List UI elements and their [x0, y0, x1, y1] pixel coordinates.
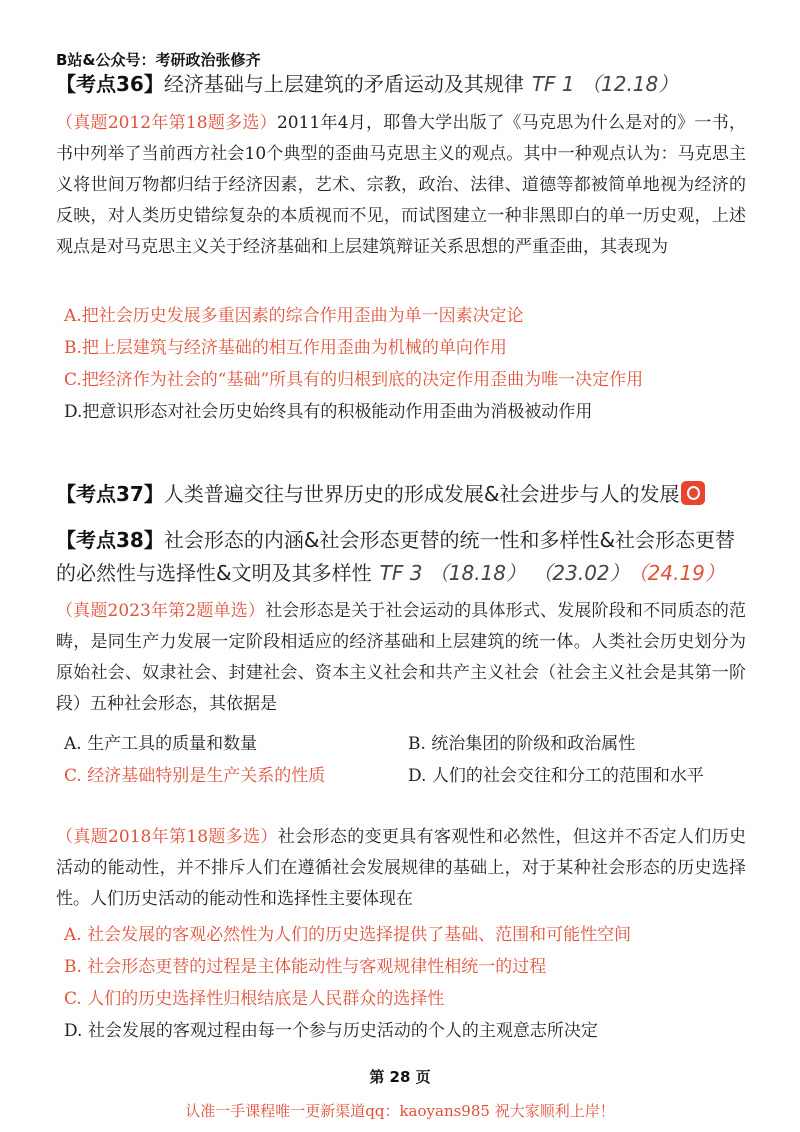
- question-source: （真题2012年第18题多选）: [56, 113, 277, 133]
- option-c: C.把经济作为社会的“基础”所具有的归根到底的决定作用歪曲为唯一决定作用: [64, 370, 644, 390]
- option-c: C. 经济基础特别是生产关系的性质: [64, 766, 326, 786]
- section-36-heading: [56, 70, 746, 98]
- option-a: A. 生产工具的质量和数量: [64, 734, 258, 754]
- section-37-heading: [56, 480, 746, 508]
- option-a: A.把社会历史发展多重因素的综合作用歪曲为单一因素决定论: [64, 306, 524, 326]
- footer-note: 认准一手课程唯一更新渠道qq：kaoyans985 祝大家顺利上岸！: [185, 1102, 615, 1120]
- option-c: C. 人们的历史选择性归根结底是人民群众的选择性: [64, 989, 445, 1009]
- question-2012-stem: [56, 108, 746, 263]
- question-source: （真题2018年第18题多选）: [56, 827, 278, 847]
- section-meta: TF 3 （18.18） （23.02）: [379, 561, 630, 585]
- section-meta: TF 1 （12.18）: [531, 72, 679, 96]
- section-tag: 【考点38】: [56, 528, 164, 552]
- question-text: 社会形态的变更具有客观性和必然性，但这并不否定人们历史活动的能动性，并不排斥人们在遵循社会发展规律的基础上，对于某种社会形态的历史选择性。人们历史活动的能动性和选择性主要体现在: [56, 827, 746, 909]
- section-title: 人类普遍交往与世界历史的形成发展&社会进步与人的发展: [163, 482, 680, 506]
- option-d: D. 社会发展的客观过程由每一个参与历史活动的个人的主观意志所决定: [64, 1021, 598, 1041]
- section-meta-highlight: （24.19）: [637, 561, 725, 585]
- channel-watermark: B站&公众号：考研政治张修齐: [56, 51, 261, 69]
- option-d: D. 人们的社会交往和分工的范围和水平: [408, 766, 704, 786]
- section-title: 社会形态的内涵&社会形态更替的统一性和多样性&社会形态更替的必然性与选择性&文明及其多样性: [56, 528, 736, 585]
- section-title: 经济基础与上层建筑的矛盾运动及其规律: [163, 72, 524, 96]
- option-d: D.把意识形态对社会历史始终具有的积极能动作用歪曲为消极被动作用: [64, 402, 593, 422]
- question-source: （真题2023年第2题单选）: [56, 601, 266, 621]
- option-b: B. 社会形态更替的过程是主体能动性与客观规律性相统一的过程: [64, 957, 547, 977]
- question-2023-stem: [56, 596, 746, 720]
- option-b: B.把上层建筑与经济基础的相互作用歪曲为机械的单向作用: [64, 338, 507, 358]
- option-b: B. 统治集团的阶级和政治属性: [408, 734, 636, 754]
- section-tag: 【考点37】: [56, 482, 164, 506]
- question-2018-stem: [56, 822, 746, 915]
- question-text: 社会形态是关于社会运动的具体形式、发展阶段和不同质态的范畴，是同生产力发展一定阶段相适应的经济基础和上层建筑的统一体。人类社会历史划分为原始社会、奴隶社会、封建社会、资本主义社会和共产主义社会（社会主义社会是其第一阶段）五种社会形态，其依据是: [56, 601, 746, 714]
- section-38-heading: [56, 524, 746, 590]
- question-text: 2011年4月，耶鲁大学出版了《马克思为什么是对的》一书，书中列举了当前西方社会10个典型的歪曲马克思主义的观点。其中一种观点认为：马克思主义将世间万物都归结于经济因素，艺术、宗教，政治、法律、道德等都被简单地视为经济的反映，对人类历史错综复杂的本质视而不见，而试图建立一种非黑即白的单一历史观，上述观点是对马克思主义关于经济基础和上层建筑辩证关系思想的严重歪曲，其表现为: [56, 113, 746, 257]
- option-a: A. 社会发展的客观必然性为人们的历史选择提供了基础、范围和可能性空间: [64, 925, 632, 945]
- page-number: 第 28 页: [369, 1068, 431, 1086]
- section-tag: 【考点36】: [56, 72, 164, 96]
- red-circle-o-icon: [681, 481, 705, 505]
